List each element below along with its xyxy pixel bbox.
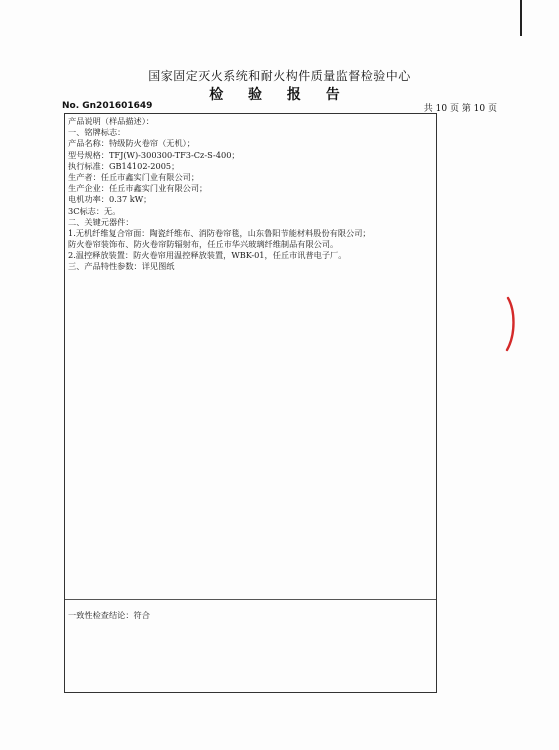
report-title: 检 验 报 告	[209, 87, 350, 103]
page-count: 共 10 页 第 10 页	[423, 104, 497, 114]
red-seal-edge	[500, 296, 518, 352]
content-line: 3C标志：无。	[68, 205, 121, 216]
consistency-conclusion: 一致性检查结论：符合	[68, 610, 150, 620]
page-edge-mark	[514, 0, 522, 36]
content-line: 电机功率：0.37 kW；	[68, 194, 152, 205]
content-line: 1.无机纤维复合帘面：陶瓷纤维布、消防卷帘毯，山东鲁阳节能材料股份有限公司；	[68, 227, 371, 238]
content-line: 产品名称：特级防火卷帘（无机）；	[68, 138, 195, 149]
content-line: 型号规格：TFJ(W)-300300-TF3-Cz-S-400；	[68, 149, 240, 160]
content-line: 三、产品特性参数：详见图纸	[68, 261, 175, 272]
content-line: 产品说明（样品描述）：	[68, 116, 154, 126]
content-line: 2.温控释放装置：防火卷帘用温控释放装置，WBK-01，任丘市讯普电子厂。	[68, 250, 347, 261]
content-line: 一、铭牌标志：	[68, 127, 126, 138]
conclusion-divider	[65, 599, 436, 600]
content-line: 执行标准：GB14102-2005；	[68, 160, 180, 171]
organization-name: 国家固定灭火系统和耐火构件质量监督检验中心	[148, 69, 411, 83]
content-line: 防火卷帘装饰布、防火卷帘防辐射布，任丘市华兴玻璃纤维制品有限公司。	[68, 239, 339, 250]
report-content-frame	[64, 113, 437, 693]
content-line: 二、关键元器件：	[68, 216, 134, 227]
report-number: No. Gn201601649	[62, 101, 153, 111]
product-description	[68, 116, 432, 273]
content-line: 生产者：任丘市鑫实门业有限公司；	[68, 171, 200, 182]
content-line: 生产企业：任丘市鑫实门业有限公司；	[68, 183, 208, 194]
